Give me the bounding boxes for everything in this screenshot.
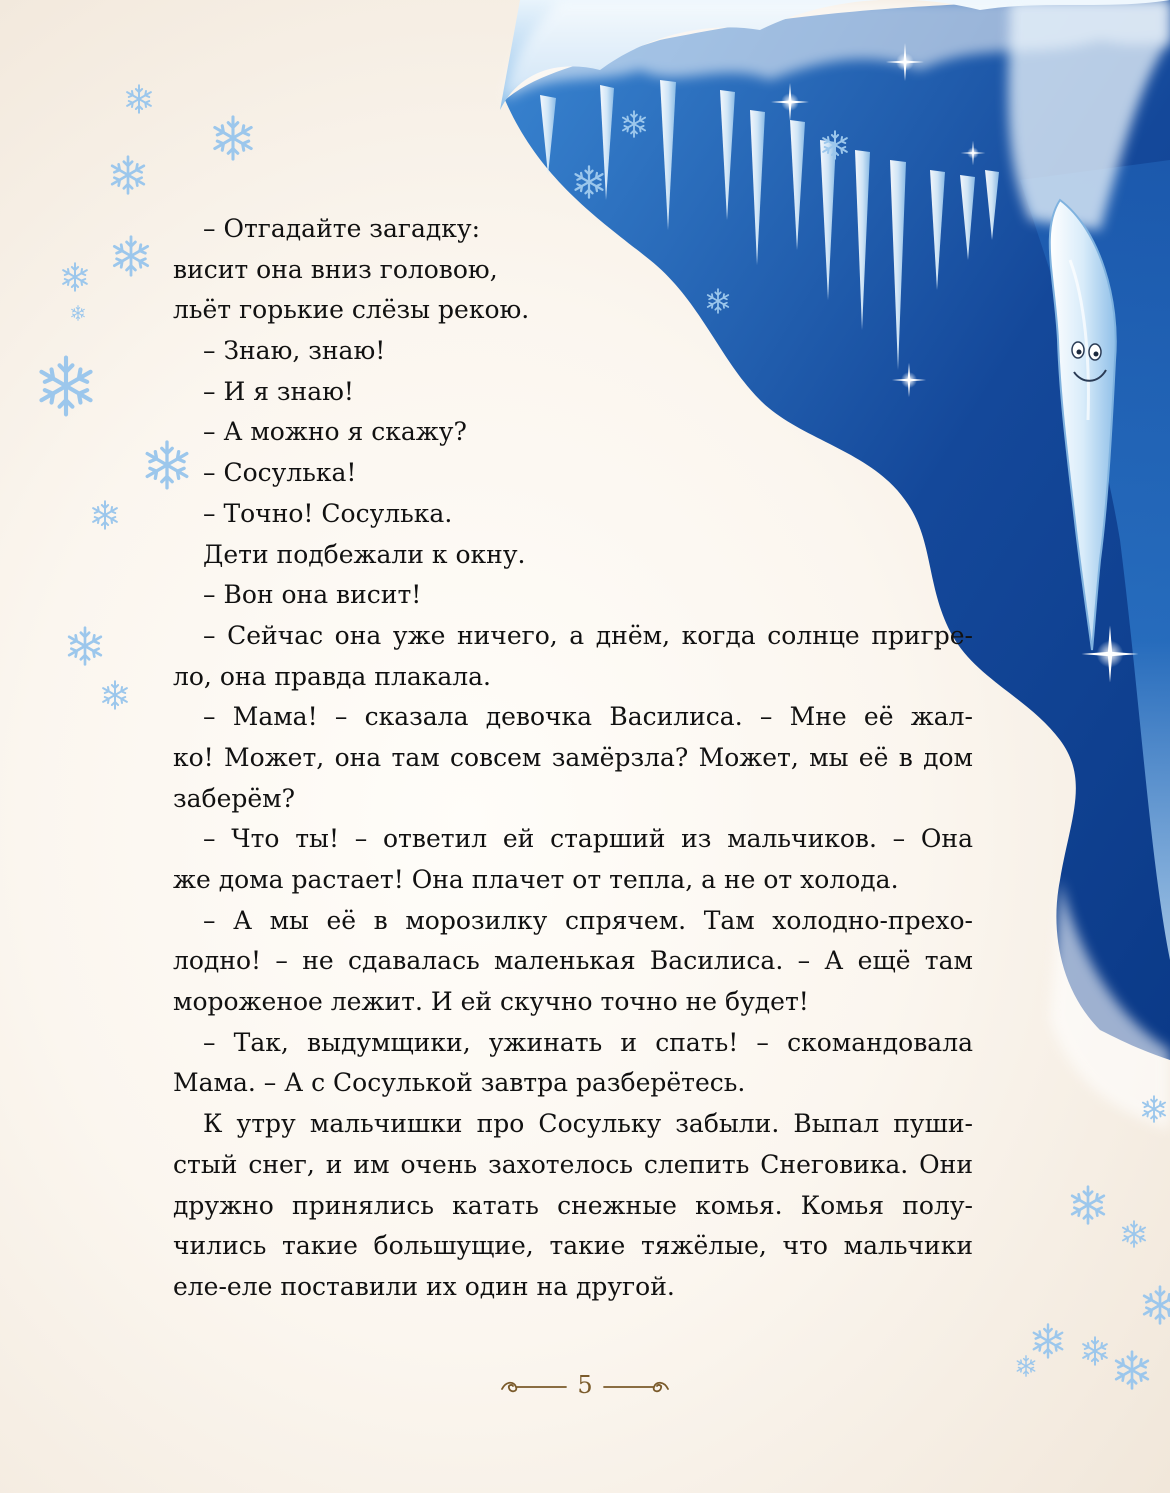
text-line: – И я знаю! [203, 376, 354, 406]
text-line: лодно! – не сдавалась маленькая Василиса. – А ещё там [173, 946, 973, 976]
text-line: стый снег, и им очень захотелось слепить Снеговика. Они [173, 1149, 973, 1179]
text-line: висит она вниз головою, [173, 254, 498, 284]
text-line: заберём? [173, 783, 296, 813]
text-line: – Точно! Сосулька. [203, 498, 453, 528]
text-line: же дома растает! Она плачет от тепла, а не от холода. [173, 865, 899, 894]
left-ornament-icon [500, 1377, 570, 1397]
text-line: дружно принялись катать снежные комья. Комья полу- [173, 1190, 973, 1220]
page-number: 5 [577, 1371, 593, 1399]
text-line: – Вон она висит! [203, 580, 422, 610]
text-line: ло, она правда плакала. [173, 661, 491, 691]
text-line: – Что ты! – ответил ей старший из мальчиков. – Она [203, 824, 973, 854]
text-line: – А мы её в морозилку спрячем. Там холодно-прехо- [203, 905, 973, 935]
story-text [173, 209, 973, 1308]
text-line: – Так, выдумщики, ужинать и спать! – скомандовала [203, 1027, 973, 1057]
text-line: ко! Может, она там совсем замёрзла? Может, мы её в дом [173, 742, 973, 772]
right-ornament-icon [600, 1377, 670, 1397]
text-line: еле-еле поставили их один на другой. [173, 1271, 675, 1301]
text-line: К утру мальчишки про Сосульку забыли. Выпал пуши- [203, 1109, 973, 1139]
text-line: чились такие большущие, такие тяжёлые, что мальчики [173, 1231, 973, 1261]
text-line: – Сосулька! [203, 458, 357, 488]
text-line: льёт горькие слёзы рекою. [173, 295, 530, 325]
text-line: – Отгадайте загадку: [203, 214, 481, 243]
text-line: Мама. – А с Сосулькой завтра разберётесь. [173, 1068, 746, 1098]
text-line: – Мама! – сказала девочка Василиса. – Мне её жал- [203, 702, 973, 732]
text-line: – А можно я скажу? [203, 417, 467, 447]
text-line: – Знаю, знаю! [203, 336, 386, 366]
text-line: мороженое лежит. И ей скучно точно не будет! [173, 987, 809, 1017]
text-line: Дети подбежали к окну. [203, 539, 526, 569]
text-line: – Сейчас она уже ничего, а днём, когда солнце пригре- [203, 620, 973, 650]
page-number-footer [0, 1370, 1170, 1400]
